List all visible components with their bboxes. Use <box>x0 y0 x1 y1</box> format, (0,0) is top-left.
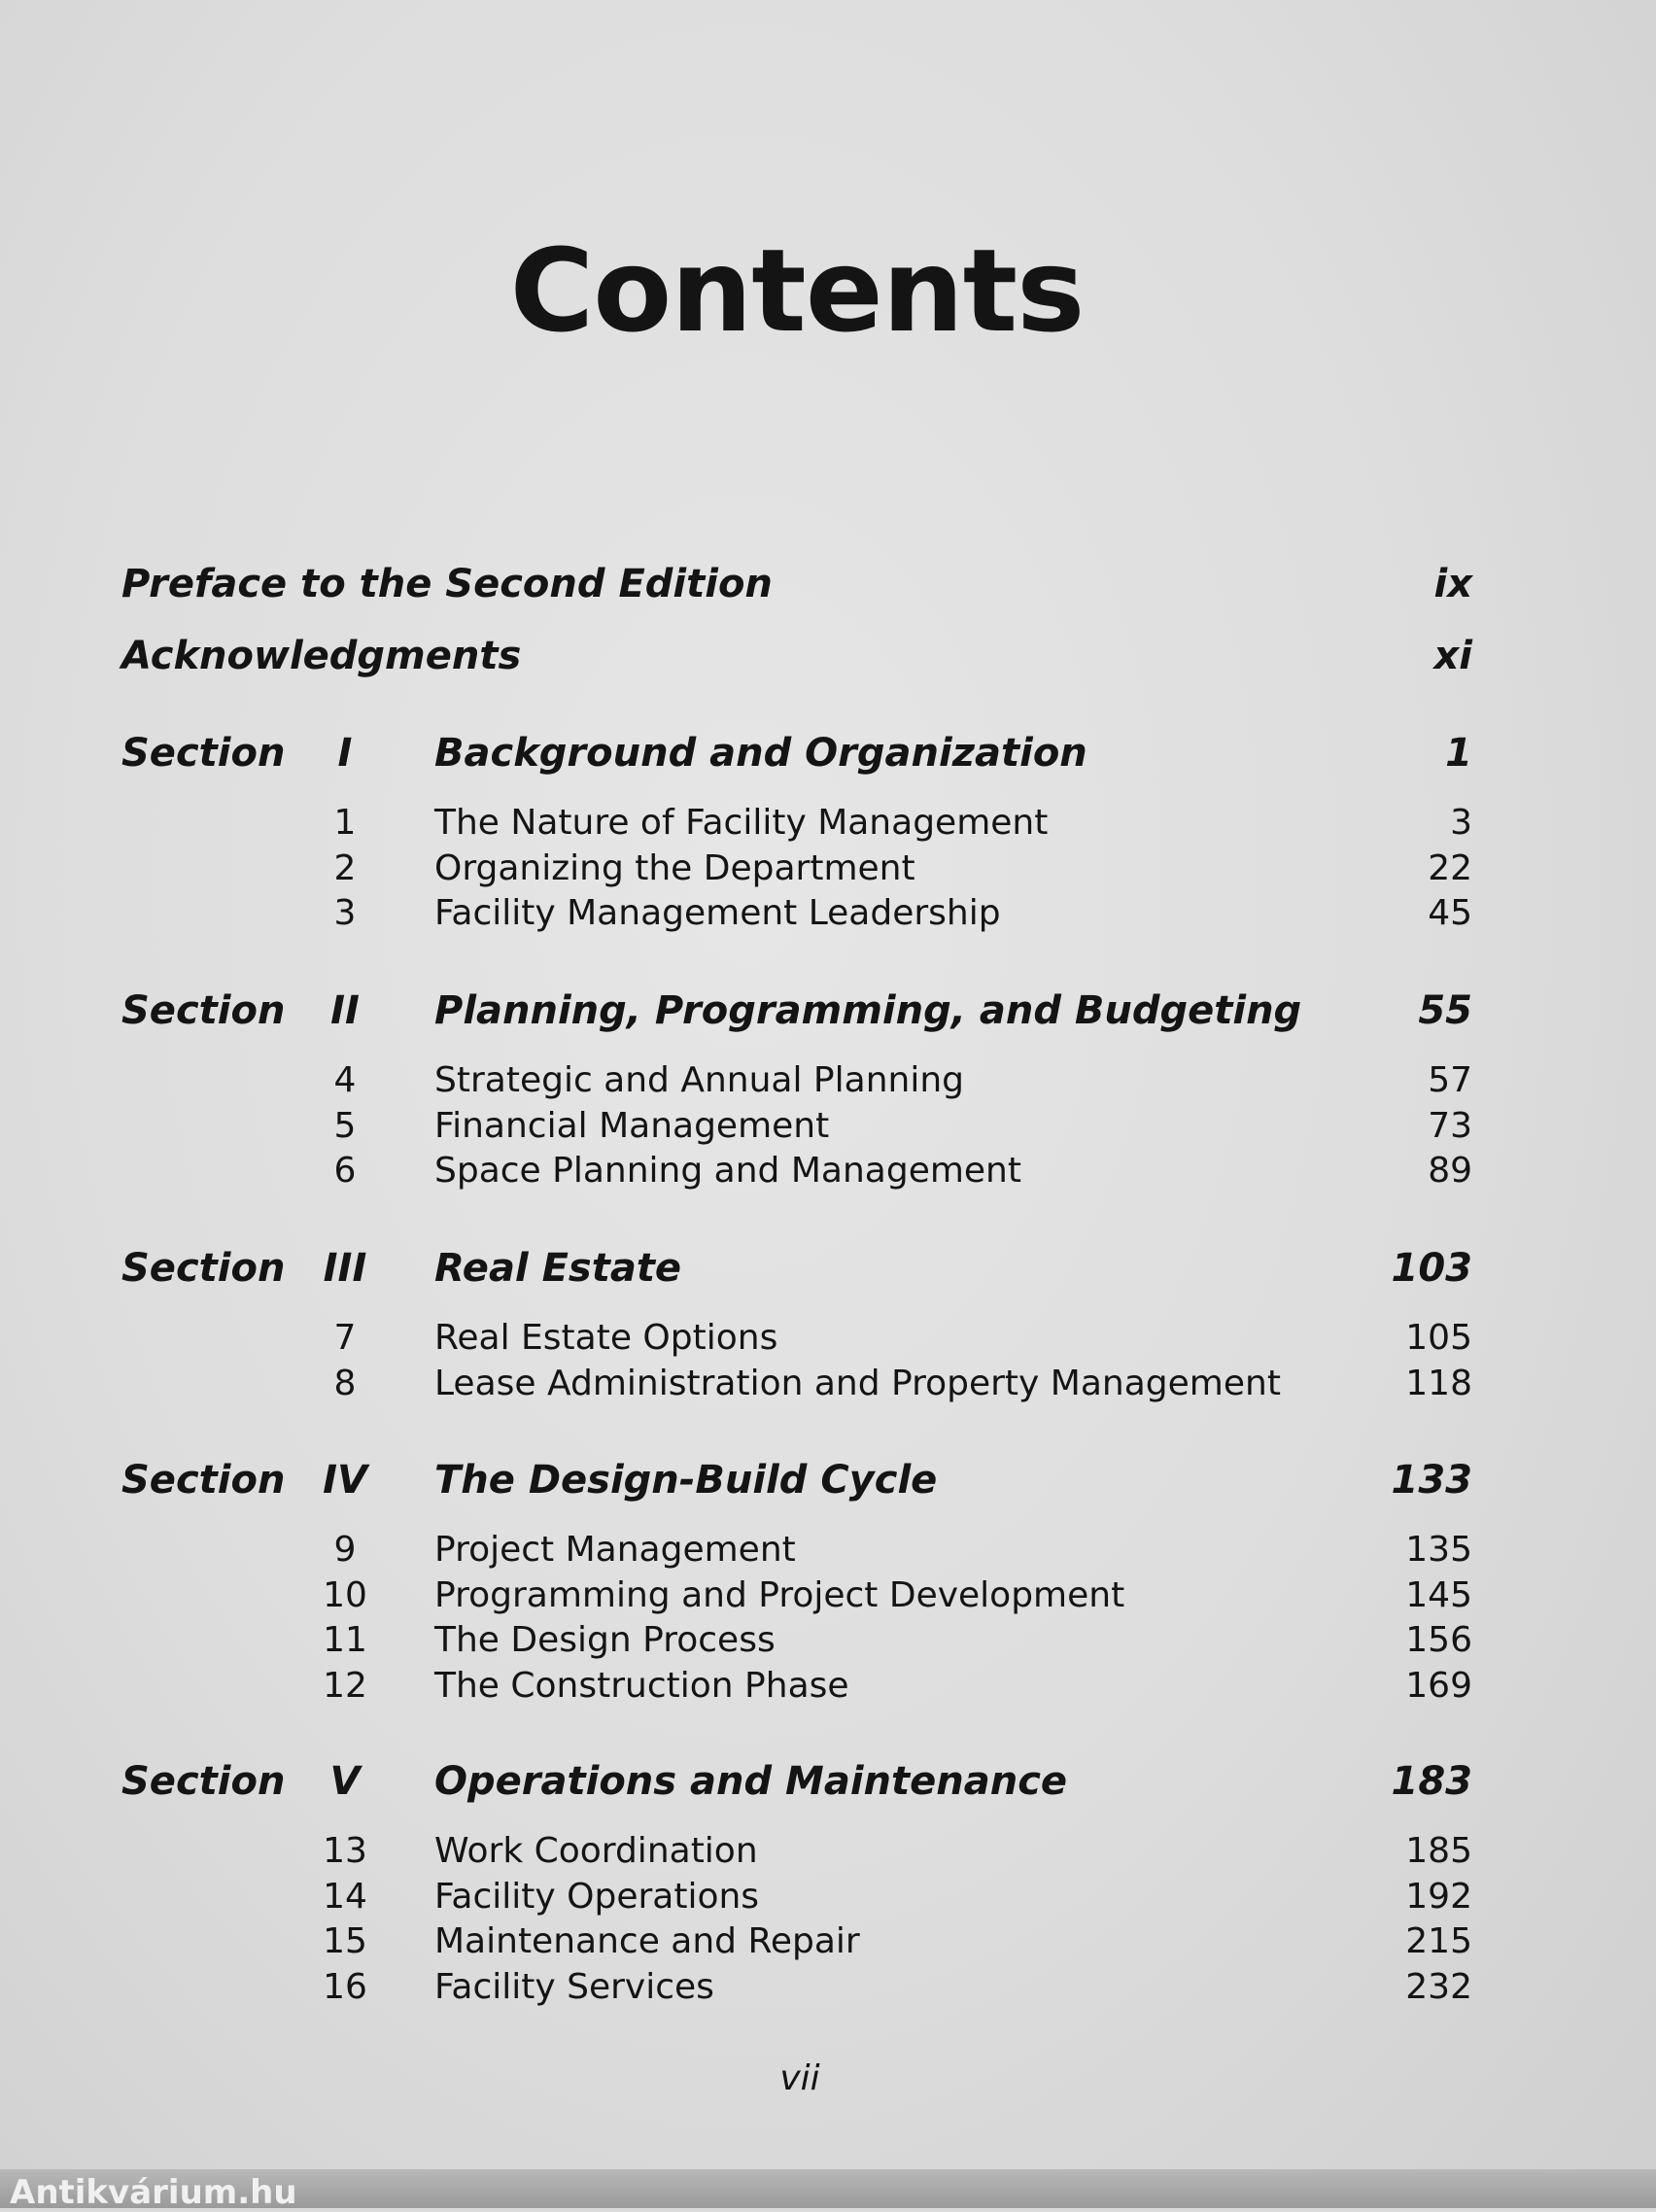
section-title: Real Estate <box>434 1246 682 1291</box>
front-matter-label: Preface to the Second Edition <box>121 562 773 606</box>
chapter-number: 4 <box>333 1060 357 1100</box>
chapter-page: 22 <box>1428 847 1472 888</box>
chapter-page: 232 <box>1405 1966 1472 2007</box>
chapter-row <box>121 1060 1472 1106</box>
chapter-title: Lease Administration and Property Management <box>434 1363 1281 1403</box>
page-title: Contents <box>509 224 1085 358</box>
section-title: Background and Organization <box>434 731 1087 776</box>
chapter-row <box>121 893 1472 939</box>
chapter-number: 15 <box>323 1921 367 1961</box>
section-title: Planning, Programming, and Budgeting <box>434 988 1302 1033</box>
chapter-number: 9 <box>333 1530 357 1570</box>
chapter-row <box>121 1967 1472 2013</box>
chapter-title: Financial Management <box>434 1105 830 1146</box>
chapter-title: Project Management <box>434 1530 796 1570</box>
chapter-title: The Nature of Facility Management <box>434 803 1049 843</box>
section-heading <box>121 1246 1472 1318</box>
chapter-page: 185 <box>1405 1831 1472 1871</box>
chapter-number: 6 <box>333 1151 357 1191</box>
chapter-page: 118 <box>1405 1363 1472 1403</box>
chapter-number: 10 <box>323 1574 367 1615</box>
section-v <box>121 1759 1472 2012</box>
chapter-row <box>121 1877 1472 1922</box>
chapter-page: 145 <box>1405 1574 1472 1615</box>
chapter-row <box>121 1620 1472 1666</box>
chapter-page: 45 <box>1428 893 1472 933</box>
chapter-page: 105 <box>1405 1318 1472 1358</box>
section-numeral: II <box>330 988 360 1033</box>
chapter-page: 192 <box>1405 1876 1472 1917</box>
chapter-title: Maintenance and Repair <box>434 1921 860 1961</box>
section-page: 55 <box>1418 988 1472 1033</box>
section-page: 1 <box>1445 731 1472 776</box>
chapter-number: 2 <box>333 847 357 888</box>
front-matter-label: Acknowledgments <box>121 634 522 678</box>
chapter-row <box>121 1106 1472 1152</box>
section-numeral: IV <box>323 1458 367 1503</box>
section-word: Section <box>121 731 286 776</box>
page-folio: vii <box>779 2058 820 2098</box>
chapter-number: 5 <box>333 1105 357 1146</box>
chapter-title: Facility Services <box>434 1966 714 2007</box>
section-numeral: III <box>323 1246 367 1291</box>
section-i <box>121 731 1472 939</box>
front-matter-preface <box>121 562 1472 620</box>
section-word: Section <box>121 1246 286 1291</box>
chapter-number: 11 <box>323 1620 367 1660</box>
front-matter-page: xi <box>1433 634 1472 678</box>
chapter-title: Facility Management Leadership <box>434 893 1001 933</box>
section-page: 103 <box>1391 1246 1472 1291</box>
chapter-page: 89 <box>1428 1151 1472 1191</box>
section-heading <box>121 1759 1472 1831</box>
section-word: Section <box>121 1759 286 1804</box>
chapter-page: 73 <box>1428 1105 1472 1146</box>
section-iii <box>121 1246 1472 1408</box>
chapter-row <box>121 1575 1472 1621</box>
section-numeral: V <box>329 1759 361 1804</box>
section-page: 133 <box>1391 1458 1472 1503</box>
chapter-title: Strategic and Annual Planning <box>434 1060 965 1100</box>
front-matter-page: ix <box>1433 562 1472 606</box>
chapter-row <box>121 803 1472 848</box>
chapter-row <box>121 1921 1472 1967</box>
watermark-text: Antikvárium.hu <box>10 2173 297 2212</box>
chapter-row <box>121 848 1472 894</box>
chapter-number: 12 <box>323 1665 367 1706</box>
chapter-number: 7 <box>333 1318 357 1358</box>
chapter-page: 57 <box>1428 1060 1472 1100</box>
chapter-row <box>121 1530 1472 1575</box>
front-matter-acknowledgments <box>121 634 1472 692</box>
chapter-number: 1 <box>333 803 357 843</box>
chapter-title: Real Estate Options <box>434 1318 778 1358</box>
chapter-page: 3 <box>1450 803 1472 843</box>
chapter-page: 215 <box>1405 1921 1472 1961</box>
section-heading <box>121 1458 1472 1530</box>
chapter-number: 13 <box>323 1831 367 1871</box>
section-ii <box>121 988 1472 1196</box>
watermark-strip <box>0 2169 1656 2212</box>
chapter-number: 16 <box>323 1966 367 2007</box>
chapter-number: 14 <box>323 1876 367 1917</box>
chapter-title: Programming and Project Development <box>434 1574 1125 1615</box>
chapter-row <box>121 1364 1472 1409</box>
chapter-number: 3 <box>333 893 357 933</box>
section-heading <box>121 988 1472 1060</box>
chapter-row <box>121 1151 1472 1196</box>
section-iv <box>121 1458 1472 1711</box>
chapter-row <box>121 1831 1472 1877</box>
section-word: Section <box>121 1458 286 1503</box>
section-numeral: I <box>337 731 353 776</box>
chapter-title: Facility Operations <box>434 1876 760 1917</box>
chapter-title: The Design Process <box>434 1620 776 1660</box>
section-page: 183 <box>1391 1759 1472 1804</box>
chapter-title: Work Coordination <box>434 1831 758 1871</box>
section-title: Operations and Maintenance <box>434 1759 1068 1804</box>
section-title: The Design-Build Cycle <box>434 1458 938 1503</box>
chapter-page: 169 <box>1405 1665 1472 1706</box>
chapter-page: 135 <box>1405 1530 1472 1570</box>
chapter-number: 8 <box>333 1363 357 1403</box>
chapter-page: 156 <box>1405 1620 1472 1660</box>
section-heading <box>121 731 1472 803</box>
chapter-title: The Construction Phase <box>434 1665 849 1706</box>
chapter-title: Organizing the Department <box>434 847 915 888</box>
chapter-title: Space Planning and Management <box>434 1151 1021 1191</box>
chapter-row <box>121 1666 1472 1711</box>
chapter-row <box>121 1318 1472 1364</box>
section-word: Section <box>121 988 286 1033</box>
